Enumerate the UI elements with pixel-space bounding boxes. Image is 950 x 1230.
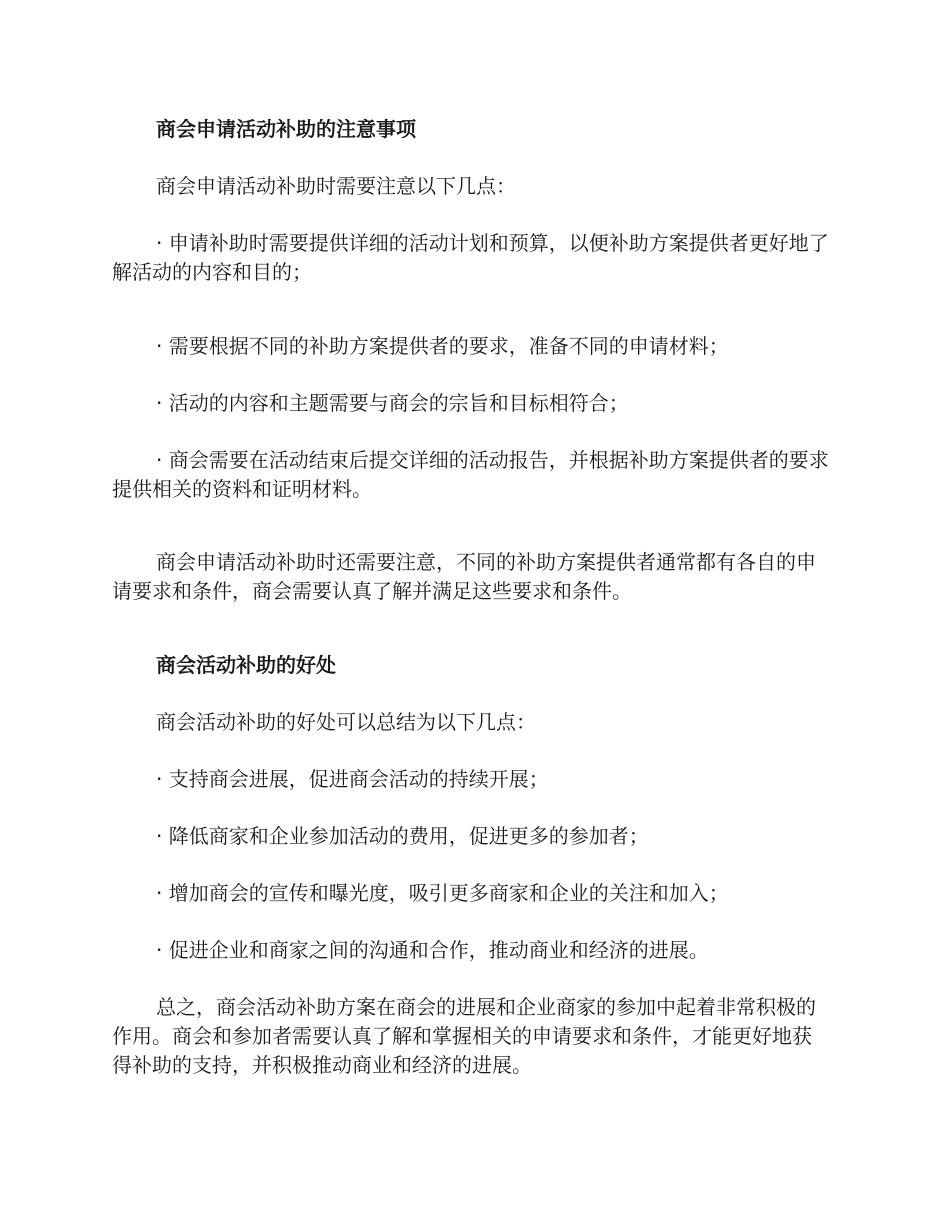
list-item-benefit-3: · 增加商会的宣传和曝光度，吸引更多商家和企业的关注和加入；	[156, 881, 729, 905]
paragraph-additional-note: 商会申请活动补助时还需要注意，不同的补助方案提供者通常都有各自的申请要求和条件，商会需要认真了解并满足这些要求和条件。	[112, 550, 816, 603]
list-item-benefit-1: · 支持商会进展，促进商会活动的持续开展；	[156, 767, 549, 791]
list-item-note-4: · 商会需要在活动结束后提交详细的活动报告，并根据补助方案提供者的要求提供相关的资料和证明材料。	[112, 448, 829, 501]
paragraph-conclusion: 总之，商会活动补助方案在商会的进展和企业商家的参加中起着非常积极的作用。商会和参加者需要认真了解和掌握相关的申请要求和条件，才能更好地获得补助的支持，并积极推动商业和经济的进展。	[112, 995, 816, 1077]
section-heading-benefits: 商会活动补助的好处	[156, 653, 336, 677]
list-item-benefit-4: · 促进企业和商家之间的沟通和合作，推动商业和经济的进展。	[156, 938, 709, 962]
list-item-note-1: · 申请补助时需要提供详细的活动计划和预算，以便补助方案提供者更好地了解活动的内容和目的；	[112, 231, 829, 284]
section-intro-application-notes: 商会申请活动补助时需要注意以下几点：	[156, 174, 516, 198]
list-item-note-2: · 需要根据不同的补助方案提供者的要求，准备不同的申请材料；	[156, 334, 729, 358]
section-intro-benefits: 商会活动补助的好处可以总结为以下几点：	[156, 710, 536, 734]
list-item-benefit-2: · 降低商家和企业参加活动的费用，促进更多的参加者；	[156, 824, 649, 848]
list-item-note-3: · 活动的内容和主题需要与商会的宗旨和目标相符合；	[156, 391, 629, 415]
section-heading-application-notes: 商会申请活动补助的注意事项	[156, 117, 416, 141]
